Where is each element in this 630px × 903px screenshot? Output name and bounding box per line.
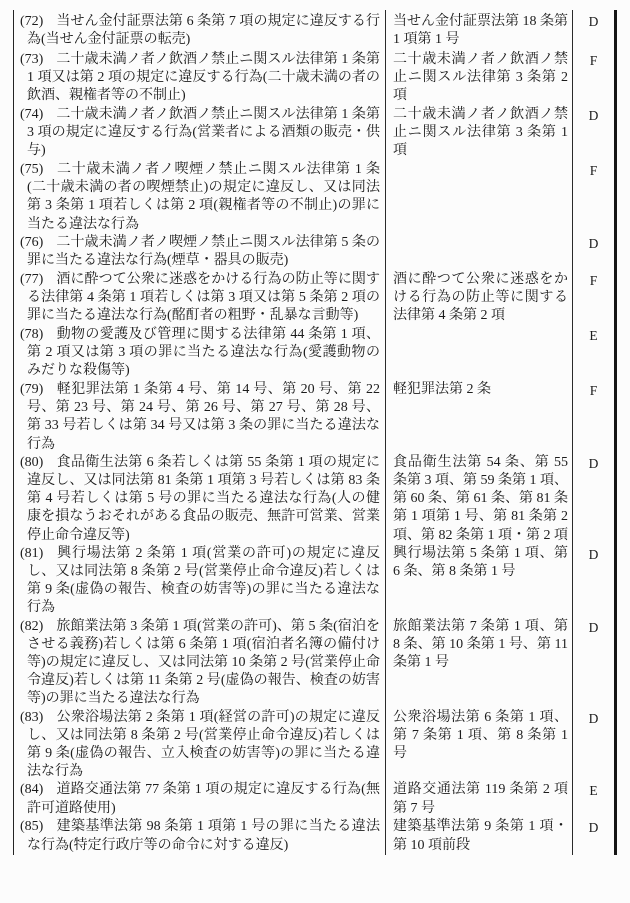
ref-cell	[386, 271, 573, 326]
ref-text: 軽犯罪法第 2 条	[393, 382, 491, 397]
act-cell	[14, 545, 386, 618]
act-text: 興行場法第 2 条第 1 項(営業の許可)の規定に違反し、又は同法第 8 条第 2 号(営業停止命令違反)若しくは第 9 条(虚偽の報告、検査の妨害等)の罪に当たる違法な行為	[27, 545, 380, 616]
item-number: (79)	[20, 382, 44, 397]
act-paragraph	[20, 818, 380, 854]
ref-cell	[386, 326, 573, 381]
category-cell: D	[588, 236, 599, 251]
item-number: (77)	[20, 272, 44, 287]
table-row	[14, 545, 616, 618]
category-cell: D	[588, 710, 599, 726]
category-cell: D	[588, 455, 599, 471]
act-paragraph	[20, 13, 380, 49]
act-cell	[14, 271, 386, 326]
act-paragraph	[20, 106, 380, 161]
act-cell	[14, 234, 386, 271]
act-text: 二十歳未満ノ者ノ喫煙ノ禁止ニ関スル法律第 1 条(二十歳未満の者の喫煙禁止)の規定に違反し、又は同法第 3 条第 1 項若しくは第 2 項(親権者等の不制止)の罪に当たる違法な行為	[27, 162, 380, 232]
ref-cell	[386, 709, 573, 782]
table-row	[14, 161, 616, 234]
act-cell	[14, 51, 386, 106]
act-cell	[14, 709, 386, 782]
ref-text: 道路交通法第 119 条第 2 項第 7 号	[393, 782, 568, 816]
act-text: 食品衛生法第 6 条若しくは第 55 条第 1 項の規定に違反し、又は同法第 81 条第 1 項第 3 号若しくは第 83 条第 4 号若しくは第 5 号の罪に当たる違法な行為(人の健康を損なうおそれがある食品の販売、無許可営業、営業停止命令違反等)	[27, 454, 380, 543]
item-number: (84)	[20, 782, 44, 798]
act-paragraph	[20, 454, 380, 545]
act-cell	[14, 161, 386, 234]
act-text: 二十歳未満ノ者ノ飲酒ノ禁止ニ関スル法律第 1 条第 3 項の規定に違反する行為(営業者による酒類の販売・供与)	[27, 107, 380, 159]
act-text: 建築基準法第 98 条第 1 項第 1 号の罪に当たる違法な行為(特定行政庁等の命令に対する違反)	[27, 819, 380, 853]
item-number: (82)	[20, 618, 44, 634]
act-text: 軽犯罪法第 1 条第 4 号、第 14 号、第 20 号、第 22 号、第 23 号、第 24 号、第 26 号、第 27 号、第 28 号、第 33 号若しくは第 34 号又は第 3 条の罪に当たる違法な行為	[27, 382, 380, 452]
ref-cell	[386, 818, 573, 855]
act-text: 当せん金付証票法第 6 条第 7 項の規定に違反する行為(当せん金付証票の転売)	[27, 14, 380, 48]
category-cell: F	[589, 273, 598, 288]
act-text: 動物の愛護及び管理に関する法律第 44 条第 1 項、第 2 項又は第 3 項の罪に当たる違法な行為(愛護動物のみだりな殺傷等)	[27, 327, 380, 379]
act-paragraph	[20, 161, 380, 234]
ref-text: 食品衛生法第 54 条、第 55 条第 3 項、第 59 条第 1 項、第 60 条、第 61 条、第 81 条第 1 項第 1 号、第 81 条第 2 項、第 82 条第 1 項・第 2 項	[393, 454, 568, 543]
item-number: (74)	[20, 107, 44, 122]
category-cell: E	[589, 783, 598, 799]
act-paragraph	[20, 781, 380, 817]
ref-text: 当せん金付証票法第 18 条第 1 項第 1 号	[393, 14, 568, 48]
table-row	[14, 271, 616, 326]
act-paragraph	[20, 618, 380, 709]
act-text: 公衆浴場法第 2 条第 1 項(経営の許可)の規定に違反し、又は同法第 8 条第 2 号(営業停止命令違反)若しくは第 9 条(虚偽の報告、立入検査の妨害等)の罪に当たる違法な行為	[27, 709, 380, 780]
table-row	[14, 781, 616, 818]
ref-cell	[386, 545, 573, 618]
table-row	[14, 326, 616, 381]
category-cell: D	[588, 820, 599, 836]
act-paragraph	[20, 709, 380, 782]
item-number: (75)	[20, 162, 44, 177]
act-paragraph	[20, 381, 380, 454]
act-text: 道路交通法第 77 条第 1 項の規定に違反する行為(無許可道路使用)	[27, 782, 380, 816]
ref-text: 二十歳未満ノ者ノ飲酒ノ禁止ニ関スル法律第 3 条第 1 項	[393, 107, 568, 159]
item-number: (85)	[20, 819, 44, 835]
table-row	[14, 381, 616, 454]
act-cell	[14, 10, 386, 51]
category-cell: E	[589, 328, 598, 343]
category-cell: D	[588, 108, 599, 123]
ref-cell	[386, 381, 573, 454]
ref-cell	[386, 234, 573, 271]
table-row	[14, 454, 616, 545]
act-paragraph	[20, 326, 380, 381]
act-cell	[14, 326, 386, 381]
act-paragraph	[20, 271, 380, 326]
act-cell	[14, 454, 386, 545]
item-number: (81)	[20, 545, 44, 561]
act-cell	[14, 381, 386, 454]
ref-cell	[386, 106, 573, 161]
act-cell	[14, 818, 386, 855]
ref-text: 酒に酔つて公衆に迷惑をかける行為の防止等に関する法律第 4 条第 2 項	[393, 272, 568, 324]
act-paragraph	[20, 234, 380, 270]
ref-cell	[386, 51, 573, 106]
act-cell	[14, 618, 386, 709]
table-row	[14, 618, 616, 709]
table-body	[14, 10, 616, 855]
category-cell: F	[589, 163, 598, 178]
item-number: (83)	[20, 709, 44, 725]
act-text: 二十歳未満ノ者ノ飲酒ノ禁止ニ関スル法律第 1 条第 1 項又は第 2 項の規定に違反する行為(二十歳未満の者の飲酒、親権者等の不制止)	[27, 52, 380, 104]
illegal-acts-table	[13, 10, 617, 855]
table-row	[14, 10, 616, 51]
act-cell	[14, 106, 386, 161]
table-row	[14, 51, 616, 106]
category-cell: D	[588, 14, 599, 29]
act-cell	[14, 781, 386, 818]
table-row	[14, 234, 616, 271]
category-cell: D	[588, 546, 599, 562]
ref-cell	[386, 454, 573, 545]
ref-text: 二十歳未満ノ者ノ飲酒ノ禁止ニ関スル法律第 3 条第 2 項	[393, 52, 568, 104]
item-number: (73)	[20, 52, 44, 67]
ref-cell	[386, 161, 573, 234]
ref-cell	[386, 10, 573, 51]
category-cell: F	[589, 53, 598, 68]
act-text: 旅館業法第 3 条第 1 項(営業の許可)、第 5 条(宿泊をさせる義務)若しくは第 6 条第 1 項(宿泊者名簿の備付け等)の規定に違反し、又は同法第 10 条第 2 号(営業停止命令違反)若しくは第 11 条第 2 号(虚偽の報告、検査の妨害等)の罪に当たる違法な行為	[27, 618, 380, 707]
item-number: (78)	[20, 327, 44, 342]
item-number: (80)	[20, 454, 44, 470]
table-row	[14, 818, 616, 855]
act-text: 二十歳未満ノ者ノ喫煙ノ禁止ニ関スル法律第 5 条の罪に当たる違法な行為(煙草・器具の販売)	[27, 235, 380, 269]
ref-cell	[386, 618, 573, 709]
act-text: 酒に酔つて公衆に迷惑をかける行為の防止等に関する法律第 4 条第 1 項若しくは第 3 項又は第 5 条第 2 項の罪に当たる違法な行為(酩酊者の粗野・乱暴な言動等)	[27, 272, 380, 324]
act-paragraph	[20, 545, 380, 618]
category-cell: F	[589, 383, 598, 398]
ref-text: 公衆浴場法第 6 条第 1 項、第 7 条第 1 項、第 8 条第 1 号	[393, 709, 568, 762]
ref-text: 興行場法第 5 条第 1 項、第 6 条、第 8 条第 1 号	[393, 545, 568, 580]
ref-cell	[386, 781, 573, 818]
table-row	[14, 106, 616, 161]
category-cell: D	[588, 619, 599, 635]
item-number: (72)	[20, 14, 44, 29]
act-paragraph	[20, 51, 380, 106]
ref-text: 建築基準法第 9 条第 1 項・第 10 項前段	[393, 819, 568, 853]
ref-text: 旅館業法第 7 条第 1 項、第 8 条、第 10 条第 1 号、第 11 条第 1 号	[393, 618, 568, 671]
item-number: (76)	[20, 235, 44, 250]
table-row	[14, 709, 616, 782]
